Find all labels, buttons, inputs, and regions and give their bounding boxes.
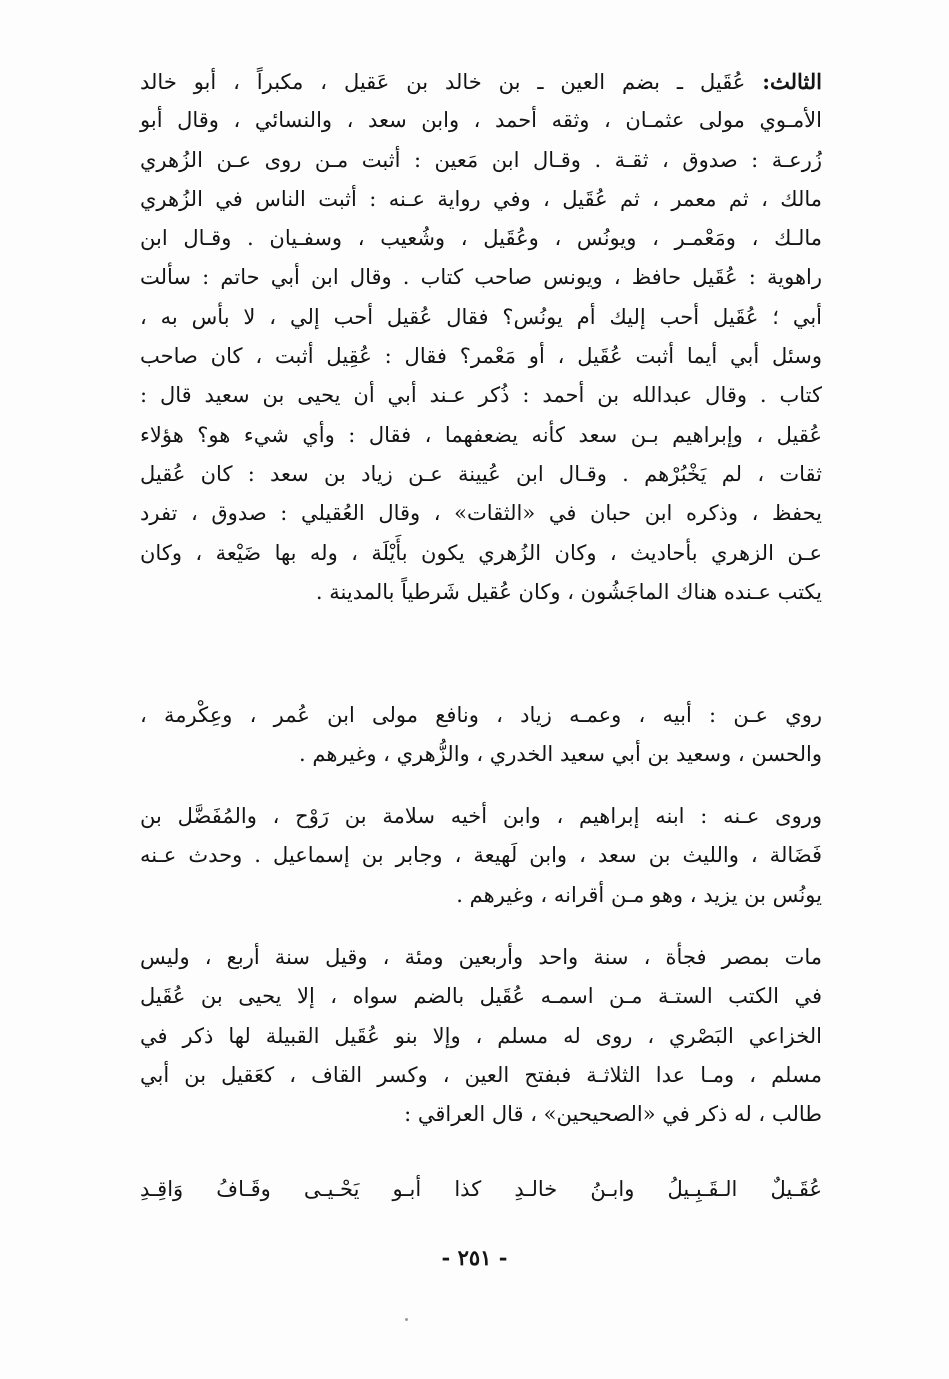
verse-line: عُقَـيلٌ الـقَـبِـيلُ وابـنُ خالـدِ كذا أبـو يَحْـيـى وقَـافُ وَاقِـدِ <box>140 1177 822 1201</box>
text-line: طالب ، له ذكر في «الصحيحين» ، قال العراقي : <box>404 1102 822 1127</box>
biography-paragraph <box>140 62 822 612</box>
text-line-content: عُقَيل ـ بضم العين ـ بن خالد بن عَقيل ، مكبراً ، أبو خالد <box>140 70 746 94</box>
text-line: أبي ؛ عُقَيل أحب إليك أم يونُس؟ فقال عُقيل أحب إلي ، لا بأس به ، <box>140 304 822 329</box>
text-line: مسلم ، ومـا عدا الثلاثـة فبفتح العين ، وكسر القاف ، كعَقيل بن أبي <box>140 1062 822 1087</box>
narrated-from-paragraph <box>140 696 822 775</box>
death-paragraph <box>140 938 822 1134</box>
text-line: يونُس بن يزيد ، وهو مـن أقرانه ، وغيرهم . <box>456 882 822 907</box>
text-line: مات بمصر فجأة ، سنة واحد وأربعين ومئة ، وقيل سنة أربع ، وليس <box>140 945 822 969</box>
text-line: فَضَالة ، والليث بن سعد ، وابن لَهيعة ، وجابر بن إسماعيل . وحدث عـنه <box>140 843 822 868</box>
text-line: يحفظ ، وذكره ابن حبان في «الثقات» ، وقال العُقيلي : صدوق ، تفرد <box>140 501 822 526</box>
text-line: مالك ، ثم معمر ، ثم عُقَيل ، وفي رواية عـنه : أثبت الناس في الزُهري <box>140 186 822 211</box>
text-line: وروى عـنه : ابنه إبراهيم ، وابن أخيه سلامة بن رَوْح ، والمُفَضَّل بن <box>140 804 822 828</box>
text-line: وسئل أبي أيما أثبت عُقَيل ، أو مَعْمر؟ فقال : عُقِيل أثبت ، كان صاحب <box>140 344 822 369</box>
text-line <box>140 62 822 101</box>
text-line: عـن الزهري بأحاديث ، وكان الزُهري يكون بأَيْلَة ، وله بها ضَيْعة ، وكان <box>140 540 822 565</box>
text-line: روي عـن : أبيه ، وعمـه زياد ، ونافع مولى ابن عُمر ، وعِكْرمة ، <box>140 703 822 727</box>
text-line: مالـك ، ومَعْمـر ، ويونُس ، وعُقَيل ، وشُعيب ، وسفـيان . وقـال ابن <box>140 226 822 251</box>
page-number: - ٢٥١ - <box>441 1245 508 1270</box>
scan-speck <box>405 1318 408 1321</box>
text-line: الخزاعي البَصْري ، روى له مسلم ، وإلا بنو عُقَيل القبيلة لها ذكر في <box>140 1023 822 1048</box>
narrators-paragraph <box>140 797 822 915</box>
text-line: راهوية : عُقَيل حافظ ، ويونس صاحب كتاب . وقال ابن أبي حاتم : سألت <box>140 265 822 290</box>
text-line: يكتب عـنده هناك الماجَشُون ، وكان عُقيل شَرطياً بالمدينة . <box>315 579 822 604</box>
text-line: والحسن ، وسعيد بن أبي سعيد الخدري ، والزُّهري ، وغيرهم . <box>299 742 822 767</box>
text-line: الأمـوي مولى عثمـان ، وثقه أحمد ، وابن سعد ، والنسائي ، وقال أبو <box>140 108 822 133</box>
text-line: عُقيل ، وإبراهيم بـن سعد كأنه يضعفهما ، فقال : وأي شيء هو؟ هؤلاء <box>140 422 822 447</box>
text-line: ثقات ، لم يَخْبُرْهم . وقـال ابن عُيينة عـن زياد بن سعد : كان عُقيل <box>140 461 822 486</box>
entry-lead: الثالث: <box>762 69 822 94</box>
text-line: زُرعـة : صدوق ، ثقـة . وقـال ابن مَعين : أثبت مـن روى عـن الزُهري <box>140 147 822 172</box>
poem-verse <box>140 1170 822 1209</box>
text-line: في الكتب الستـة مـن اسمـه عُقَيل بالضم سواه ، إلا يحيى بن عُقَيل <box>140 984 822 1009</box>
text-line: كتاب . وقال عبدالله بن أحمد : ذُكر عـند أبي أن يحيى بن سعيد قال : <box>140 383 822 408</box>
